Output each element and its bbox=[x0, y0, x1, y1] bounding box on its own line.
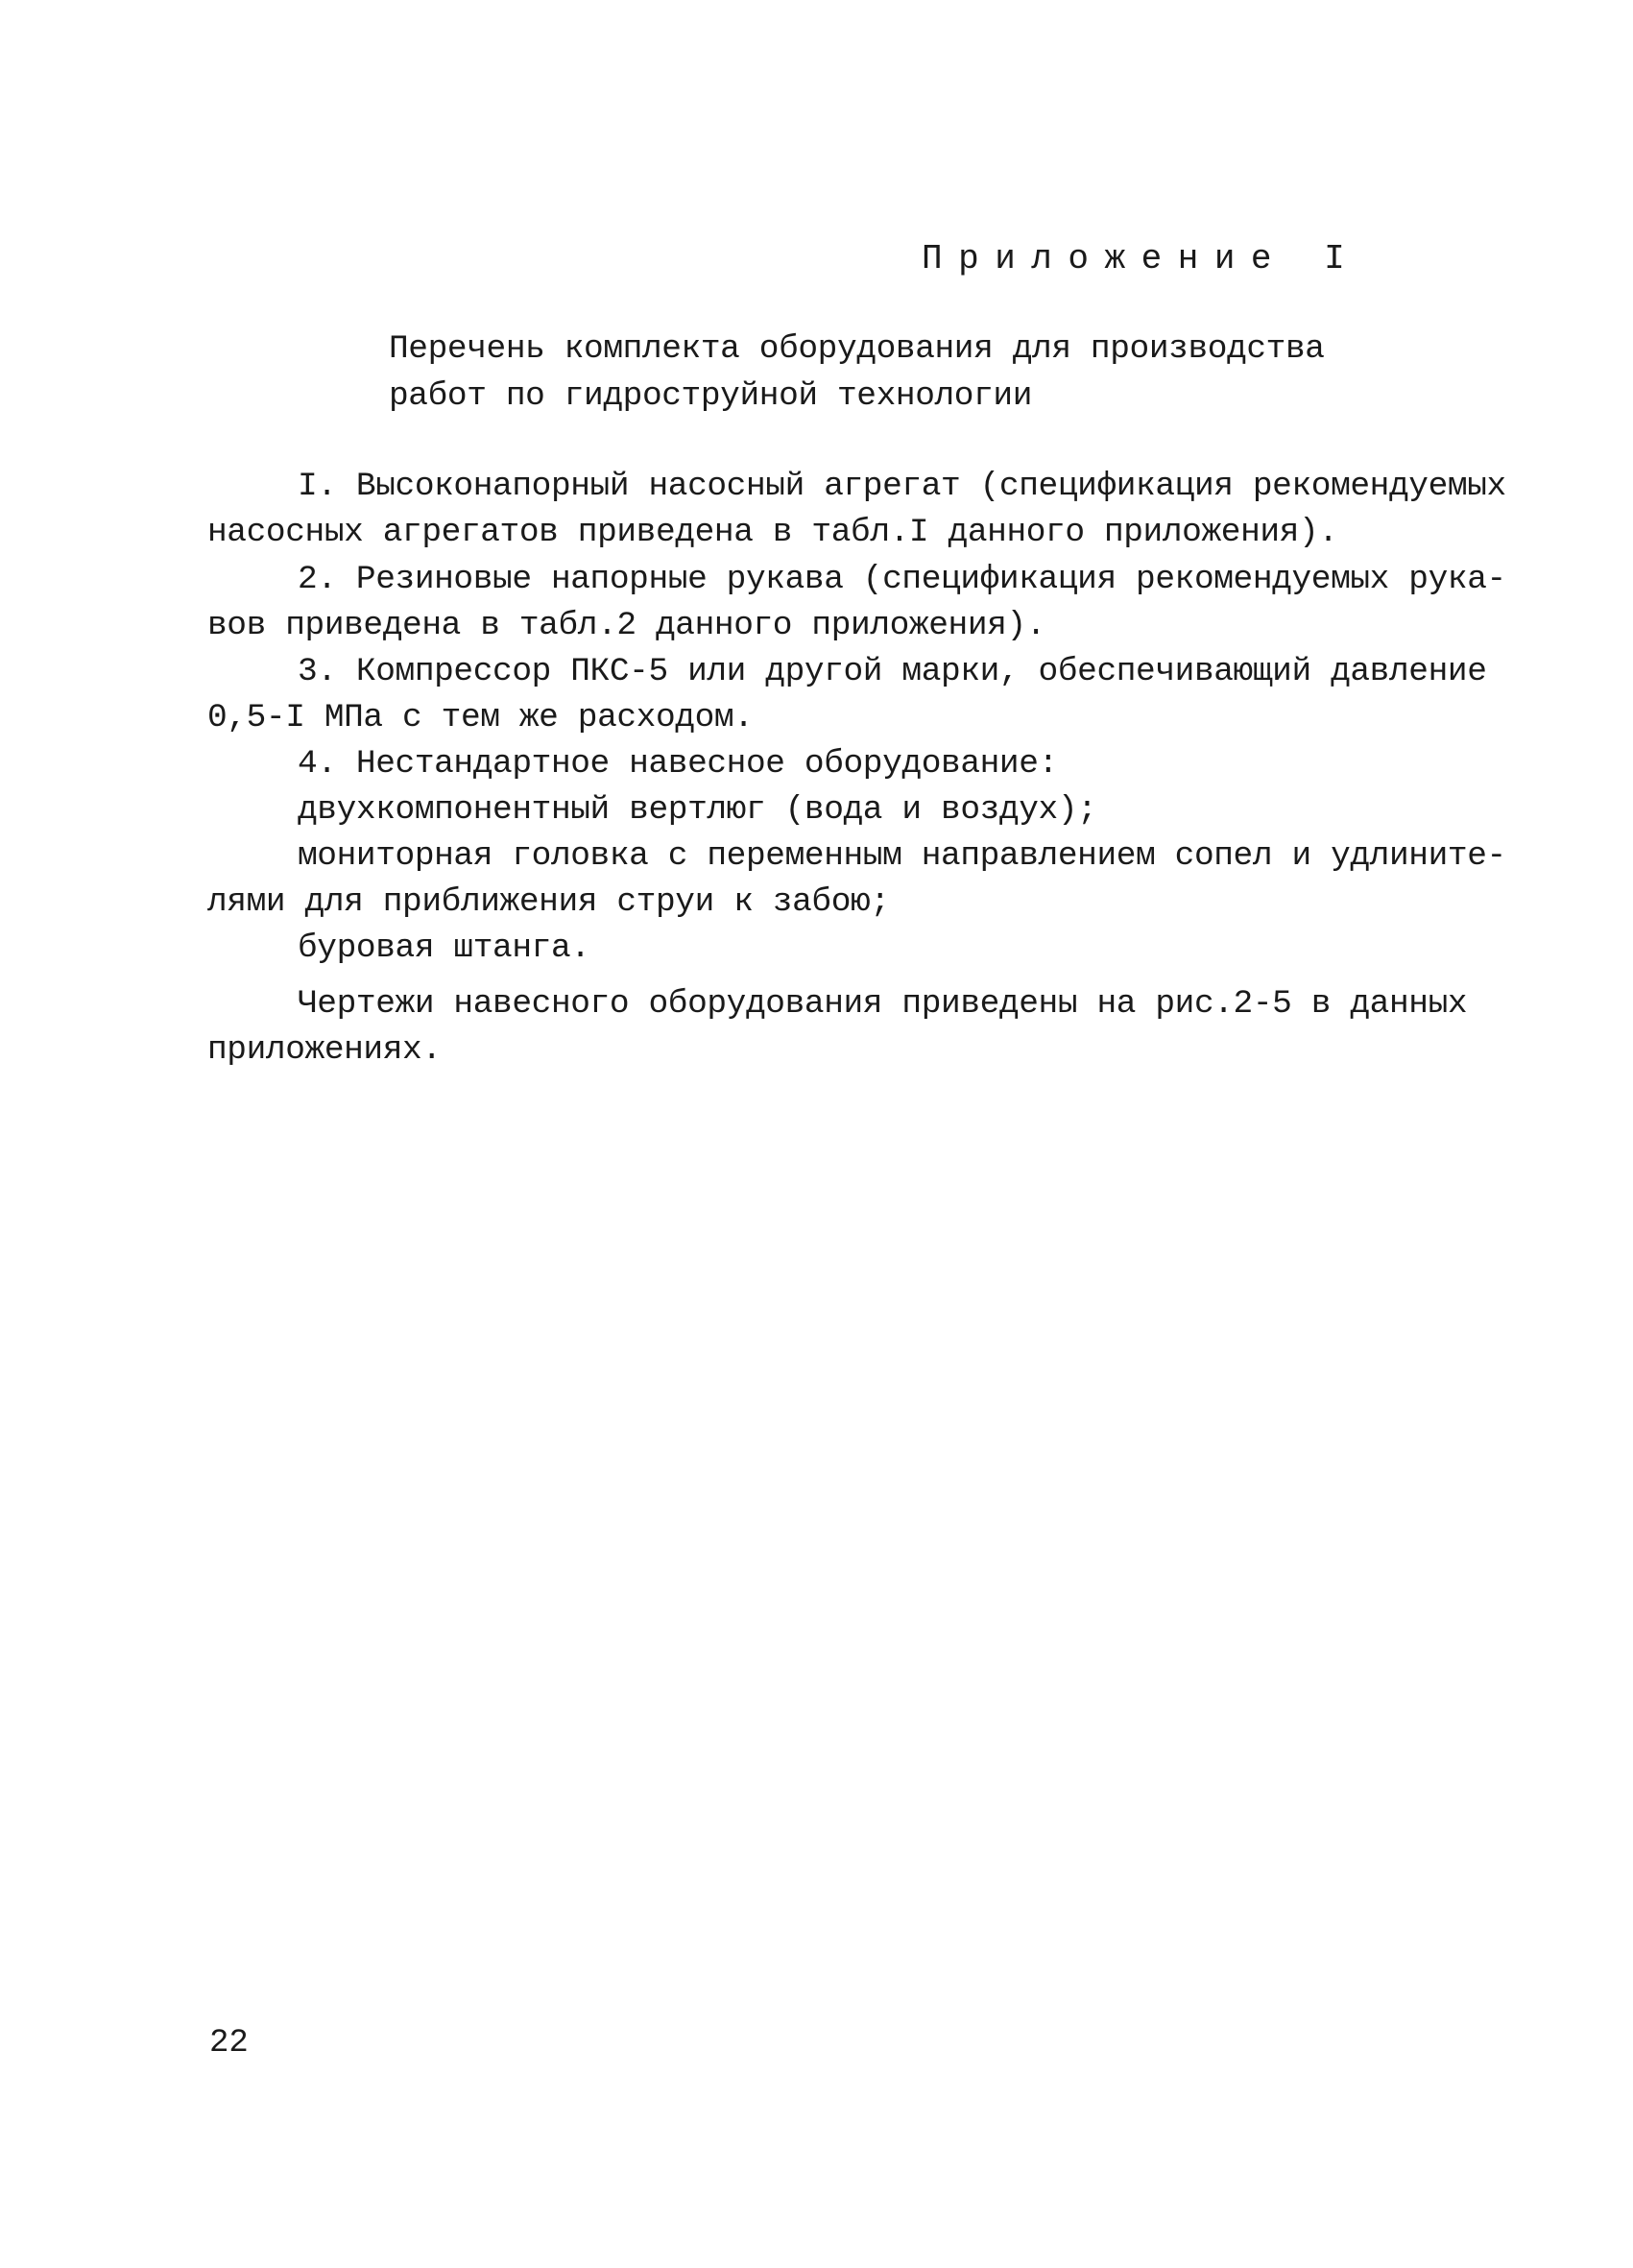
item-2-line-2: вов приведена в табл.2 данного приложения). bbox=[207, 607, 1046, 644]
note-line-1: Чертежи навесного оборудования приведены на рис.2-5 в данных bbox=[298, 985, 1468, 1023]
item-4-line-3: мониторная головка с переменным направлением сопел и удлините- bbox=[298, 837, 1506, 875]
item-1-line-2: насосных агрегатов приведена в табл.I данного приложения). bbox=[207, 514, 1338, 551]
item-4-line-1: 4. Нестандартное навесное оборудование: bbox=[298, 745, 1058, 783]
title-line-2: работ по гидроструйной технологии bbox=[389, 377, 1033, 415]
item-3-line-1: 3. Компрессор ПКС-5 или другой марки, обеспечивающий давление bbox=[298, 653, 1487, 690]
title-line-1: Перечень комплекта оборудования для производства bbox=[389, 330, 1325, 368]
page-number: 22 bbox=[209, 2025, 249, 2062]
item-1-line-1: I. Высоконапорный насосный агрегат (спецификация рекомендуемых bbox=[298, 468, 1506, 505]
note-line-2: приложениях. bbox=[207, 1031, 442, 1069]
item-4-line-4: лями для приближения струи к забою; bbox=[207, 883, 890, 921]
item-4-line-5: буровая штанга. bbox=[298, 929, 590, 967]
item-4-line-2: двухкомпонентный вертлюг (вода и воздух); bbox=[298, 791, 1097, 829]
appendix-heading: Приложение I bbox=[922, 239, 1361, 278]
item-2-line-1: 2. Резиновые напорные рукава (спецификация рекомендуемых рука- bbox=[298, 561, 1506, 598]
item-3-line-2: 0,5-I МПа с тем же расходом. bbox=[207, 699, 754, 736]
